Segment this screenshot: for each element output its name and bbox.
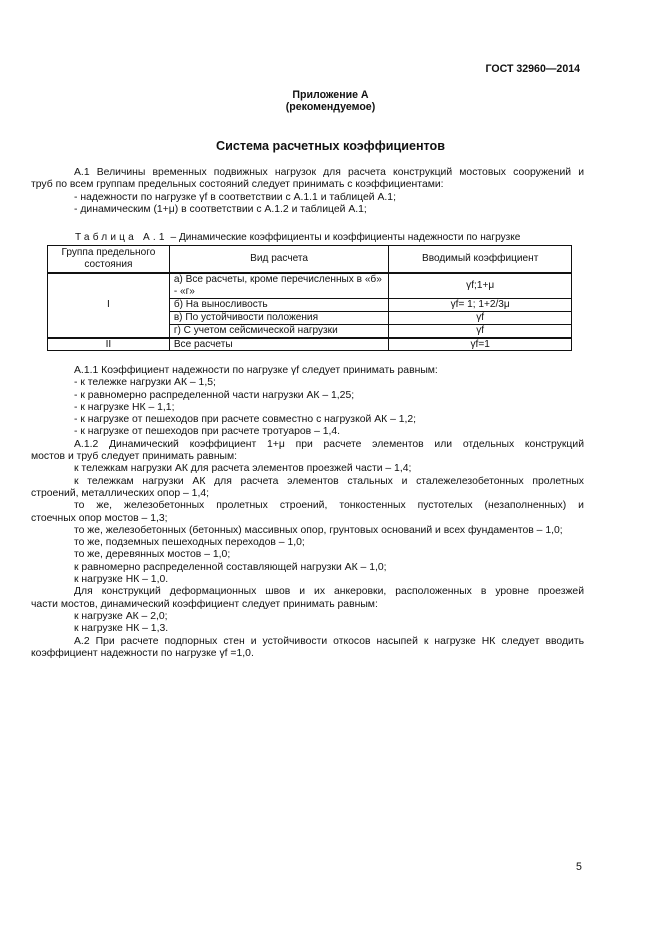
text-line: А.1 Величины временных подвижных нагрузок для расчета конструкций мостовых сооружений и [74,167,584,178]
text-line: к тележкам нагрузки АК для расчета элементов стальных и сталежелезобетонных пролетных [74,475,584,487]
calc-cell: в) По устойчивости положения [169,312,389,325]
text-line: к нагрузке АК – 2,0; [74,610,168,622]
calc-cell: а) Все расчеты, кроме перечисленных в «б» - «г» [169,273,389,299]
text-line: то же, подземных пешеходных переходов – 1,0; [74,537,305,549]
header-cell-calc: Вид расчета [169,246,389,273]
coef-cell: γf;1+μ [389,273,572,299]
text-line: то же, железобетонных пролетных строений, тонкостенных пустотелых (незаполненных) и [74,500,584,512]
text-line: - к нагрузке от пешеходов при расчете тротуаров – 1,4. [74,426,341,438]
document-code: ГОСТ 32960—2014 [485,63,580,75]
coef-cell: γf [389,312,572,325]
text-line: мостов и труб следует принимать равным: [31,451,238,463]
header-cell-group: Группа предельного состояния [48,246,170,273]
text-line: - динамическим (1+μ) в соответствии с А.1.2 и таблицей А.1; [74,203,367,215]
table-caption [75,232,520,243]
page-number: 5 [576,861,582,873]
table-caption-label: Таблица А.1 [75,232,168,243]
text-line: А.1.1 Коэффициент надежности по нагрузке γf следует принимать равным: [74,365,438,376]
text-line: стоечных опор мостов – 1,3; [31,512,168,524]
text-line: А.2 При расчете подпорных стен и устойчивости откосов насыпей к нагрузке НК следует вводить [74,635,584,647]
table-row [48,273,572,299]
paragraph-a1 [31,167,584,216]
text-line: труб по всем группам предельных состояний следует принимать с коэффициентами: [31,179,444,191]
table-caption-text: – Динамические коэффициенты и коэффициенты надежности по нагрузке [167,232,521,243]
calc-cell: Все расчеты [169,338,389,351]
coef-cell: γf [389,325,572,338]
coefficients-table [47,245,572,351]
text-line: - к нагрузке НК – 1,1; [74,401,175,413]
text-line: к равномерно распределенной составляющей нагрузки АК – 1,0; [74,561,387,573]
group-cell: I [48,273,170,338]
calc-cell: г) С учетом сейсмической нагрузки [169,325,389,338]
text-line: к нагрузке НК – 1,0. [74,574,169,586]
annex-title: Приложение А [292,89,369,101]
header-cell-coef: Вводимый коэффициент [389,246,572,273]
text-line: - к нагрузке от пешеходов при расчете совместно с нагрузкой АК – 1,2; [74,414,417,426]
text-line: Для конструкций деформационных швов и их анкеровки, расположенных в уровне проезжей [74,586,584,598]
text-line: строений, металлических опор – 1,4; [31,487,210,499]
text-line: то же, деревянных мостов – 1,0; [74,549,231,561]
table-row [48,338,572,351]
text-line: части мостов, динамический коэффициент следует принимать равным: [31,598,378,610]
text-line: - к тележке нагрузки АК – 1,5; [74,377,216,389]
text-line: к тележкам нагрузки АК для расчета элементов проезжей части – 1,4; [74,463,412,475]
coef-cell: γf=1 [389,338,572,351]
text-line: - к равномерно распределенной части нагрузки АК – 1,25; [74,389,355,401]
section-heading: Система расчетных коэффициентов [216,139,445,153]
text-line: то же, железобетонных (бетонных) массивных опор, грунтовых оснований и всех фундаментов – 1,0; [74,524,563,536]
calc-cell: б) На выносливость [169,299,389,312]
table-header-row [48,246,572,273]
text-line: - надежности по нагрузке γf в соответствии с А.1.1 и таблицей А.1; [74,191,396,203]
coef-cell: γf= 1; 1+2/3μ [389,299,572,312]
text-line: коэффициент надежности по нагрузке γf =1,0. [31,647,254,659]
annex-status: (рекомендуемое) [285,101,376,113]
text-line: к нагрузке НК – 1,3. [74,623,169,635]
text-line: А.1.2 Динамический коэффициент 1+μ при расчете элементов или отдельных конструкций [74,438,584,450]
body-text [31,365,584,660]
group-cell: II [48,338,170,351]
